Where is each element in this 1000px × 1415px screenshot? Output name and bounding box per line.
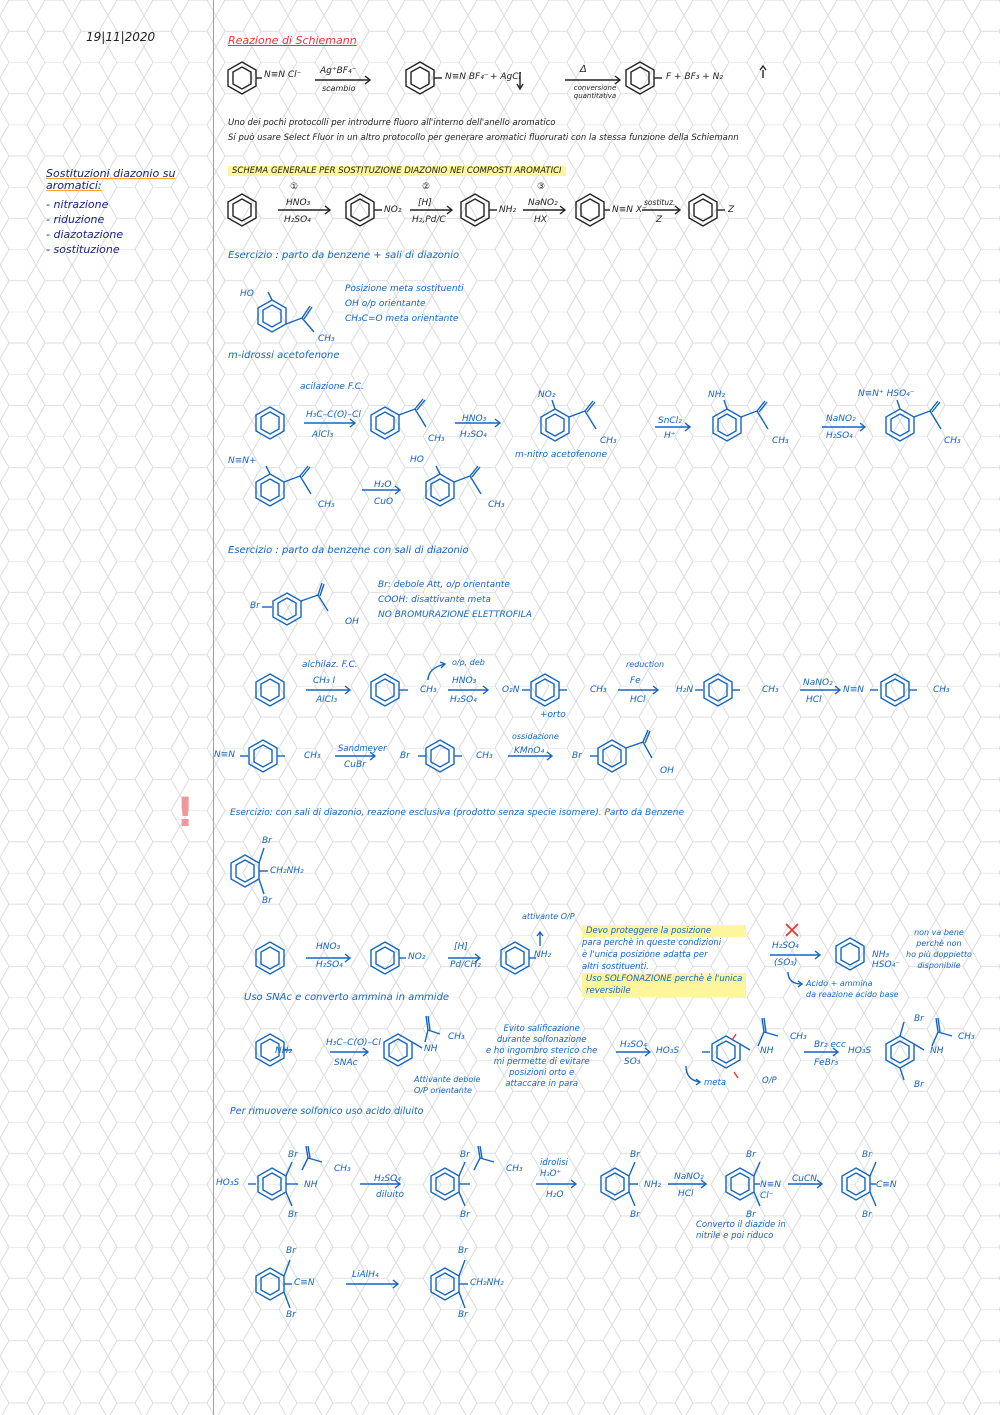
margin-line bbox=[213, 0, 214, 1415]
reagent-label: Fe bbox=[630, 676, 641, 686]
condition-label: HCl bbox=[678, 1189, 694, 1199]
note-line: Attivante debole bbox=[414, 1075, 481, 1084]
condition-label: diluito bbox=[376, 1190, 404, 1200]
condition-label: AlCl₃ bbox=[312, 430, 334, 440]
nh-label: NH bbox=[930, 1046, 944, 1056]
nh2-label: NH₂ bbox=[644, 1180, 662, 1190]
ch3-label: CH₃ bbox=[488, 500, 505, 510]
nh2-label: NH₂ bbox=[708, 390, 726, 400]
orto-note: +orto bbox=[540, 710, 566, 720]
condition-label: (SO₃) bbox=[774, 958, 798, 968]
op-label: O/P bbox=[762, 1076, 777, 1086]
reagent-label: SnCl₂ bbox=[658, 416, 682, 426]
step-condition: Z bbox=[656, 215, 663, 225]
reagent-label: Sandmeyer bbox=[338, 744, 387, 754]
reagent-label: idrolisi H₃O⁺ bbox=[540, 1158, 568, 1179]
step-condition: H₂,Pd/C bbox=[412, 215, 446, 225]
step-reagent: NaNO₂ bbox=[528, 198, 558, 208]
br-label: Br bbox=[914, 1014, 924, 1024]
br-label: Br bbox=[286, 1246, 296, 1256]
br-label: Br bbox=[630, 1210, 640, 1220]
note-line: nitrile e poi riduco bbox=[696, 1231, 774, 1241]
fc-label: alchilaz. F.C. bbox=[302, 660, 358, 670]
step-number: ② bbox=[422, 182, 431, 192]
substituent: N≡N X⁻ bbox=[612, 205, 647, 215]
diazonium-chloride: N≡N Cl⁻ bbox=[264, 70, 302, 80]
reduction-label: reduction bbox=[626, 660, 665, 669]
condition-label: SNAc bbox=[334, 1058, 358, 1068]
note-line: durante solfonazione bbox=[496, 1035, 587, 1045]
schiemann-reaction bbox=[220, 58, 820, 108]
condition-label: CuO bbox=[374, 497, 394, 507]
br-label: Br bbox=[572, 751, 582, 761]
evito-note bbox=[486, 1024, 597, 1090]
reagent-label: Br₂ ecc bbox=[814, 1040, 846, 1050]
ch3-label: CH₃ bbox=[420, 685, 437, 695]
condition-label: CuBr bbox=[344, 760, 366, 770]
note-line: da reazione acido base bbox=[806, 990, 899, 999]
note-line: perchè non bbox=[916, 939, 962, 948]
heat: Δ bbox=[580, 64, 587, 75]
reagent-label: HNO₃ bbox=[462, 414, 487, 424]
nh-label: NH bbox=[760, 1046, 774, 1056]
reagent: Ag⁺BF₄⁻ bbox=[320, 66, 357, 76]
byproduct: + AgCl bbox=[490, 72, 522, 82]
diazonium-label: N≡N+ bbox=[228, 456, 257, 466]
reagent-label: NaNO₂ bbox=[803, 678, 833, 688]
substituent: NO₂ bbox=[384, 205, 402, 215]
br-label: Br bbox=[262, 836, 272, 846]
nh2-label: NH₂ bbox=[534, 950, 552, 960]
reagent-label: CuCN bbox=[792, 1174, 818, 1184]
ch3-label: CH₃ bbox=[762, 685, 779, 695]
br-label: Br bbox=[746, 1150, 756, 1160]
step-number: ③ bbox=[537, 182, 546, 192]
condition-label: AlCl₃ bbox=[316, 695, 338, 705]
ho-label: HO bbox=[240, 289, 254, 299]
ch3-label: CH₃ bbox=[304, 751, 321, 761]
br-label: Br bbox=[288, 1150, 298, 1160]
target-molecule bbox=[262, 585, 372, 635]
benzene-ring bbox=[576, 194, 604, 226]
br-label: Br bbox=[862, 1150, 872, 1160]
condition-label: FeBr₃ bbox=[814, 1058, 839, 1068]
condition-label: H₂SO₄ bbox=[316, 960, 343, 970]
ch2nh2-label: CH₂NH₂ bbox=[270, 866, 304, 876]
benzene-ring bbox=[228, 194, 256, 226]
note-line: OH o/p orientante bbox=[345, 299, 426, 309]
reagent-label: H₃C–C(O)–Cl bbox=[306, 410, 361, 420]
note-line: posizioni orto e bbox=[509, 1068, 575, 1078]
note-line: para perchè in queste condizioni bbox=[582, 938, 722, 948]
br-label: Br bbox=[288, 1210, 298, 1220]
date: 19|11|2020 bbox=[86, 30, 156, 44]
schiemann-note-1: Uno dei pochi protocolli per introdurre fluoro all'interno dell'anello aromatico bbox=[228, 118, 556, 128]
condition-label: H⁺ bbox=[664, 431, 676, 441]
diazonium-label: N≡N bbox=[843, 685, 865, 695]
schiemann-title: Reazione di Schiemann bbox=[228, 34, 357, 47]
br-label: Br bbox=[250, 601, 260, 611]
h2n-label: H₂N bbox=[676, 685, 694, 695]
step-condition: HX bbox=[534, 215, 547, 225]
note-line: Acido + ammina bbox=[806, 979, 873, 988]
ch3-label: CH₃ bbox=[318, 500, 335, 510]
reagent-label: H₂O bbox=[374, 480, 392, 490]
step-reagent: sostituz. bbox=[644, 198, 676, 207]
acid-base-note bbox=[806, 978, 899, 1000]
br-label: Br bbox=[862, 1210, 872, 1220]
reagent-label: LiAlH₄ bbox=[352, 1270, 379, 1280]
no2-label: NO₂ bbox=[408, 952, 426, 962]
ho-label: HO bbox=[410, 455, 424, 465]
step-number: ① bbox=[290, 182, 299, 192]
br-label: Br bbox=[914, 1080, 924, 1090]
cn-label: C≡N bbox=[876, 1180, 897, 1190]
fc-label: acilazione F.C. bbox=[300, 382, 364, 392]
diazonium-bf4: N≡N BF₄⁻ bbox=[445, 72, 489, 82]
target-notes bbox=[345, 282, 464, 327]
benzene-ring bbox=[228, 62, 256, 94]
sidebar-list bbox=[46, 197, 123, 257]
note-line: altri sostituenti. bbox=[582, 962, 649, 972]
ch3-label: CH₃ bbox=[958, 1032, 975, 1042]
note-line: è l'unica posizione adatta per bbox=[582, 950, 708, 960]
ch3-label: CH₃ bbox=[334, 1164, 351, 1174]
target-notes bbox=[378, 578, 532, 623]
benzene-ring bbox=[626, 62, 654, 94]
br-label: Br bbox=[746, 1210, 756, 1220]
nh-label: NH bbox=[424, 1044, 438, 1054]
nitrile-note bbox=[696, 1220, 786, 1242]
heat-note: conversione quantitativa bbox=[573, 84, 617, 100]
note-line: Uso SOLFONAZIONE perchè è l'unica bbox=[582, 973, 746, 985]
ex1-row2 bbox=[240, 460, 540, 520]
ex1-row1 bbox=[240, 395, 980, 455]
reagent-label: NaNO₂ bbox=[826, 414, 856, 424]
br-label: Br bbox=[400, 751, 410, 761]
reagent-label: HNO₃ bbox=[316, 942, 341, 952]
condition-label: H₂SO₄ bbox=[826, 431, 853, 441]
condition-label: Pd/CH₂ bbox=[450, 960, 481, 970]
condition-label: HCl bbox=[806, 695, 822, 705]
ex3-row4 bbox=[240, 1250, 540, 1330]
reagent-label: H₃C–C(O)–Cl bbox=[326, 1038, 381, 1048]
diazonium-label: N≡N Cl⁻ bbox=[760, 1180, 782, 1201]
ch3-label: CH₃ bbox=[600, 436, 617, 446]
step-condition: H₂SO₄ bbox=[284, 215, 311, 225]
br-label: Br bbox=[286, 1310, 296, 1320]
note-line: Devo proteggere la posizione bbox=[582, 925, 746, 937]
note-line: CH₃C=O meta orientante bbox=[345, 314, 459, 324]
br-label: Br bbox=[460, 1210, 470, 1220]
ch3-label: CH₃ bbox=[506, 1164, 523, 1174]
condition-label: SO₃ bbox=[624, 1057, 641, 1067]
reagent-label: H₂SO₄ bbox=[620, 1040, 647, 1050]
reagent-label: KMnO₄ bbox=[514, 746, 545, 756]
note-line: Converto il diazide in bbox=[696, 1220, 786, 1230]
sidebar-item: - riduzione bbox=[46, 213, 105, 226]
note-line: Posizione meta sostituenti bbox=[345, 284, 464, 294]
oxidation-label: ossidazione bbox=[512, 732, 559, 741]
reagent-label: HNO₃ bbox=[452, 676, 477, 686]
condition-label: H₂SO₄ bbox=[450, 695, 477, 705]
ex3-row3 bbox=[230, 1140, 930, 1220]
no2-label: NO₂ bbox=[538, 390, 556, 400]
right-note bbox=[906, 927, 972, 971]
note-line: ho più doppietto bbox=[906, 950, 972, 959]
note-line: reversibile bbox=[582, 985, 746, 997]
protect-note bbox=[582, 925, 746, 997]
step-reagent: HNO₃ bbox=[286, 198, 311, 208]
br-label: Br bbox=[262, 896, 272, 906]
snac-note: Uso SNAc e converto ammina in ammide bbox=[244, 992, 450, 1003]
remove-note: Per rimuovere solfonico uso acido diluito bbox=[230, 1106, 424, 1117]
hso3-label: HO₃S bbox=[216, 1178, 240, 1188]
nh-label: NH bbox=[304, 1180, 318, 1190]
sidebar-item: - sostituzione bbox=[46, 243, 120, 256]
note-line: non va bene bbox=[914, 928, 964, 937]
ch3-label: CH₃ bbox=[772, 436, 789, 446]
target-name: m-idrossi acetofenone bbox=[228, 350, 340, 361]
reagent-label: CH₃ I bbox=[313, 676, 336, 686]
note-line: disponibile bbox=[917, 961, 961, 970]
note-line: attaccare in para bbox=[505, 1079, 579, 1089]
oh-label: OH bbox=[660, 766, 674, 776]
orientation-note: o/p, deb bbox=[452, 658, 485, 667]
condition-label: HCl bbox=[630, 695, 646, 705]
meta-label: meta bbox=[704, 1078, 727, 1088]
ch3-label: CH₃ bbox=[428, 434, 445, 444]
nitro-name: m-nitro acetofenone bbox=[515, 450, 608, 460]
benzene-ring bbox=[461, 194, 489, 226]
activation-note: attivante O/P bbox=[522, 912, 575, 921]
ch3-label: CH₃ bbox=[933, 685, 950, 695]
schiemann-note-2: Si può usare Select Fluor in un altro protocollo per generare aromatici fluorurati con la stessa funzione della Schiemann bbox=[228, 133, 739, 143]
ch3-label: CH₃ bbox=[944, 436, 961, 446]
diazonium-label: N≡N⁺ HSO₄⁻ bbox=[858, 389, 915, 399]
br-label: Br bbox=[460, 1150, 470, 1160]
sidebar-item: - diazotazione bbox=[46, 228, 124, 241]
substituent: Z bbox=[728, 205, 735, 215]
nh2-label: NH₂ bbox=[275, 1046, 293, 1056]
product: F + BF₃ + N₂ bbox=[666, 72, 724, 82]
note-line: Evito salificazione bbox=[503, 1024, 580, 1034]
note-line: e ho ingombro sterico che bbox=[486, 1046, 598, 1056]
cn-label: C≡N bbox=[294, 1278, 315, 1288]
benzene-ring bbox=[689, 194, 717, 226]
ex2-row1 bbox=[240, 660, 1000, 720]
condition-label: H₂O bbox=[546, 1190, 564, 1200]
br-label: Br bbox=[630, 1150, 640, 1160]
exercise-3-title: Esercizio: con sali di diazonio, reazione esclusiva (prodotto senza specie isomere). Parto da Benzene bbox=[230, 808, 684, 818]
ch2nh2-label: CH₂NH₂ bbox=[470, 1278, 504, 1288]
reagent-label: NaNO₂ bbox=[674, 1172, 704, 1182]
sidebar-item: - nitrazione bbox=[46, 198, 109, 211]
diazonium-label: N≡N bbox=[214, 750, 236, 760]
o2n-label: O₂N bbox=[502, 685, 520, 695]
reagent-label: H₂SO₄ bbox=[374, 1174, 401, 1184]
ch3-label: CH₃ bbox=[590, 685, 607, 695]
reagent-label: H₂SO₄ bbox=[772, 941, 799, 951]
note-line: NO BROMURAZIONE ELETTROFILA bbox=[378, 610, 532, 620]
note-line: COOH: disattivante meta bbox=[378, 595, 491, 605]
hso3-label: HO₃S bbox=[656, 1046, 680, 1056]
benzene-ring bbox=[346, 194, 374, 226]
anilinium-label: NH₃ HSO₄⁻ bbox=[872, 950, 900, 970]
condition-label: H₂SO₄ bbox=[460, 430, 487, 440]
scheme-title: SCHEMA GENERALE PER SOSTITUZIONE DIAZONIO NEI COMPOSTI AROMATICI bbox=[228, 166, 566, 176]
note-line: O/P orientante bbox=[414, 1086, 472, 1095]
ch3-label: CH₃ bbox=[448, 1032, 465, 1042]
ch3-label: CH₃ bbox=[790, 1032, 807, 1042]
step-reagent: [H] bbox=[418, 198, 432, 208]
reagent-label: [H] bbox=[454, 942, 468, 952]
substituent: NH₂ bbox=[499, 205, 517, 215]
note-line: Br: debole Att, o/p orientante bbox=[378, 580, 510, 590]
ch3-label: CH₃ bbox=[318, 334, 335, 344]
amide-note bbox=[414, 1074, 480, 1096]
exercise-2-title: Esercizio : parto da benzene con sali di diazonio bbox=[228, 545, 469, 556]
oh-label: OH bbox=[345, 617, 359, 627]
red-arrow-icon bbox=[732, 1034, 736, 1040]
note-line: mi permette di evitare bbox=[493, 1057, 590, 1067]
hso3-label: HO₃S bbox=[848, 1046, 872, 1056]
ch3-label: CH₃ bbox=[476, 751, 493, 761]
reagent-note: scambio bbox=[322, 84, 356, 93]
br-label: Br bbox=[458, 1310, 468, 1320]
br-label: Br bbox=[458, 1246, 468, 1256]
exclamation-mark: ! bbox=[176, 790, 195, 836]
sidebar-title: Sostituzioni diazonio su aromatici: bbox=[46, 167, 176, 193]
benzene-ring bbox=[406, 62, 434, 94]
exercise-1-title: Esercizio : parto da benzene + sali di diazonio bbox=[228, 250, 460, 261]
